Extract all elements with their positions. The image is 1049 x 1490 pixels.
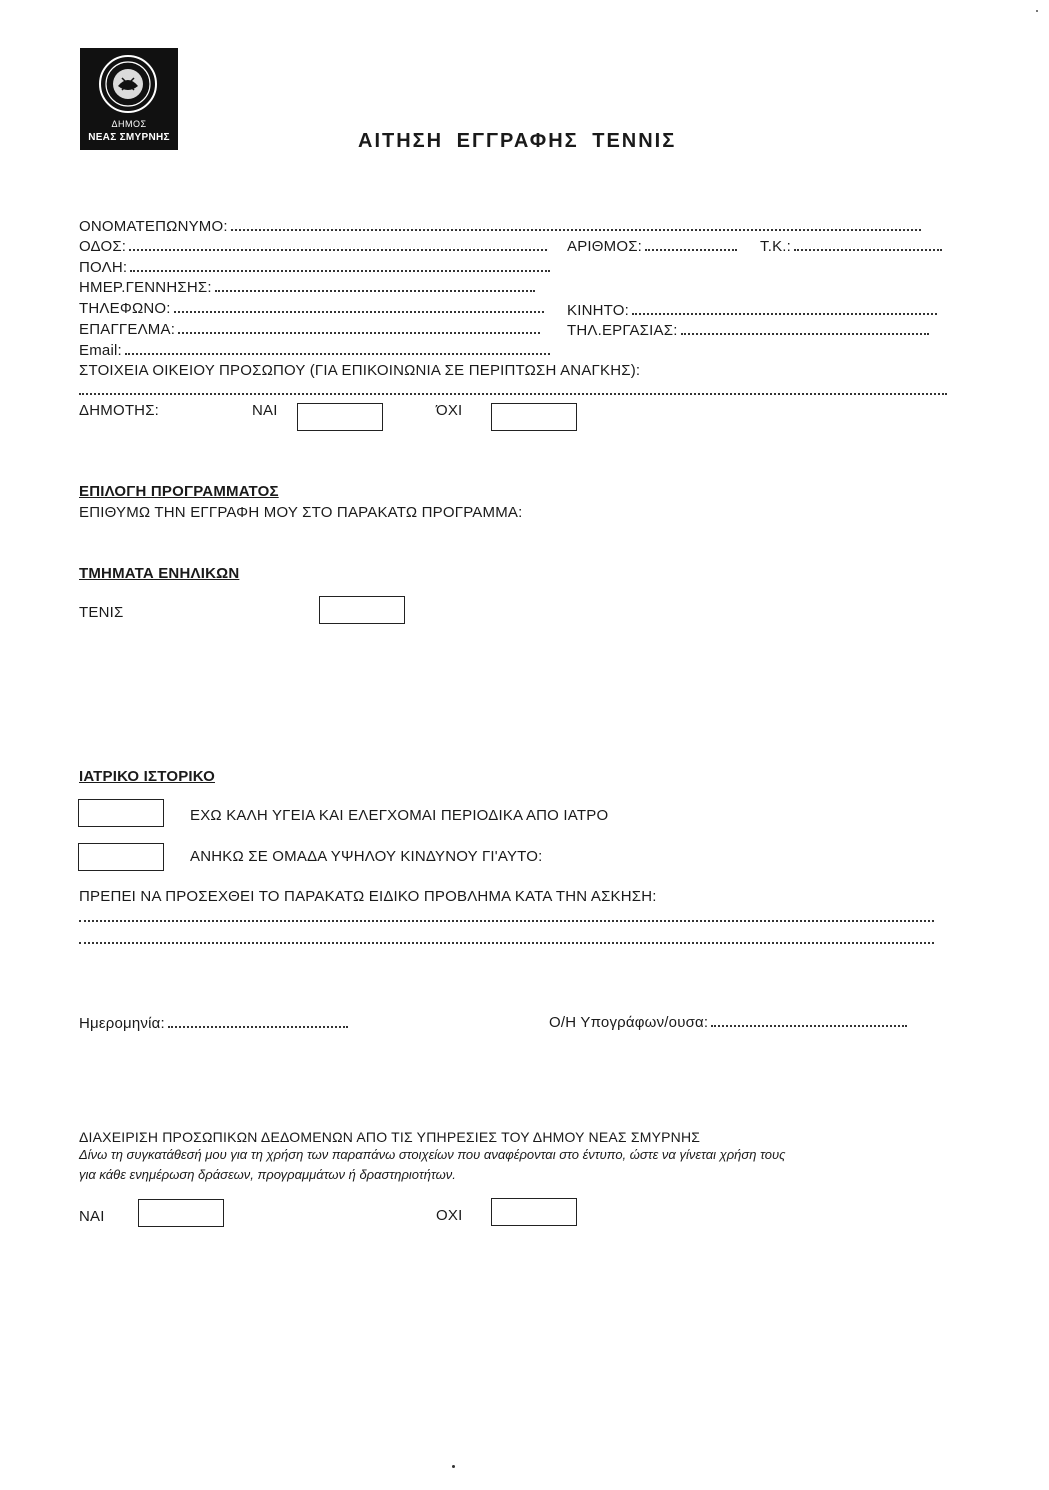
phone-field[interactable]	[174, 299, 544, 313]
gdpr-text-line2: για κάθε ενημέρωση δράσεων, προγραμμάτων ή δραστηριοτήτων.	[79, 1167, 456, 1182]
scan-speck	[1036, 10, 1038, 12]
special-problem-label: ΠΡΕΠΕΙ ΝΑ ΠΡΟΣΕΧΘΕΙ ΤΟ ΠΑΡΑΚΑΤΩ ΕΙΔΙΚΟ ΠΡΟΒΛΗΜΑ ΚΑΤΑ ΤΗΝ ΑΣΚΗΣΗ:	[79, 888, 657, 905]
special-problem-field-1[interactable]	[79, 908, 934, 922]
scan-speck	[452, 1465, 455, 1468]
date-row[interactable]	[79, 1014, 348, 1032]
birthdate-label: ΗΜΕΡ.ΓΕΝΝΗΣΗΣ:	[79, 279, 212, 296]
gdpr-yes-label: ΝΑΙ	[79, 1208, 105, 1225]
fullname-label: ΟΝΟΜΑΤΕΠΩΝΥΜΟ:	[79, 218, 228, 235]
gdpr-text-line1: Δίνω τη συγκατάθεσή μου για τη χρήση των παραπάνω στοιχείων που αναφέρονται στο έντυπο, ώστε να γίνεται χρήση τους	[79, 1147, 786, 1162]
postcode-field[interactable]	[794, 237, 942, 251]
profession-label: ΕΠΑΓΓΕΛΜΑ:	[79, 321, 176, 338]
email-label: Email:	[79, 342, 122, 359]
phone-label: ΤΗΛΕΦΩΝΟ:	[79, 300, 171, 317]
medical-heading: ΙΑΤΡΙΚΟ ΙΣΤΟΡΙΚΟ	[79, 768, 215, 785]
municipality-logo	[80, 48, 178, 150]
city-label: ΠΟΛΗ:	[79, 259, 128, 276]
gdpr-yes-checkbox[interactable]	[138, 1199, 224, 1227]
municipal-seal-icon	[98, 54, 158, 114]
tennis-label: ΤΕΝΙΣ	[79, 604, 124, 621]
resident-yes-checkbox[interactable]	[297, 403, 383, 431]
resident-no-label: ΌΧΙ	[436, 402, 463, 419]
signer-label: Ο/Η Υπογράφων/ουσα:	[549, 1014, 709, 1031]
high-risk-checkbox[interactable]	[78, 843, 164, 871]
resident-label: ΔΗΜΟΤΗΣ:	[79, 402, 160, 419]
work-phone-label: ΤΗΛ.ΕΡΓΑΣΙΑΣ:	[567, 322, 678, 339]
street-row[interactable]	[79, 237, 547, 255]
special-problem-field-2[interactable]	[79, 930, 934, 944]
resident-yes-label: ΝΑΙ	[252, 402, 278, 419]
resident-no-checkbox[interactable]	[491, 403, 577, 431]
relative-field[interactable]	[79, 381, 947, 395]
street-label: ΟΔΟΣ:	[79, 238, 127, 255]
relative-label: ΣΤΟΙΧΕΙΑ ΟΙΚΕΙΟΥ ΠΡΟΣΩΠΟΥ (ΓΙΑ ΕΠΙΚΟΙΝΩΝΙΑ ΣΕ ΠΕΡΙΠΤΩΣΗ ΑΝΑΓΚΗΣ):	[79, 362, 641, 379]
gdpr-no-label: ΟΧΙ	[436, 1207, 463, 1224]
date-field[interactable]	[168, 1014, 348, 1028]
profession-field[interactable]	[178, 320, 540, 334]
program-intro: ΕΠΙΘΥΜΩ ΤΗΝ ΕΓΓΡΑΦΗ ΜΟΥ ΣΤΟ ΠΑΡΑΚΑΤΩ ΠΡΟΓΡΑΜΜΑ:	[79, 504, 523, 521]
number-row[interactable]	[567, 237, 737, 255]
phone-row[interactable]	[79, 299, 544, 317]
birthdate-row[interactable]	[79, 278, 535, 296]
postcode-row[interactable]	[760, 237, 942, 255]
gdpr-heading: ΔΙΑΧΕΙΡΙΣΗ ΠΡΟΣΩΠΙΚΩΝ ΔΕΔΟΜΕΝΩΝ ΑΠΟ ΤΙΣ ΥΠΗΡΕΣΙΕΣ ΤΟΥ ΔΗΜΟΥ ΝΕΑΣ ΣΜΥΡΝΗΣ	[79, 1129, 701, 1145]
profession-row[interactable]	[79, 320, 540, 338]
fullname-row[interactable]	[79, 217, 921, 235]
postcode-label: Τ.Κ.:	[760, 238, 792, 255]
city-row[interactable]	[79, 258, 550, 276]
birthdate-field[interactable]	[215, 278, 535, 292]
good-health-checkbox[interactable]	[78, 799, 164, 827]
mobile-label: ΚΙΝΗΤΟ:	[567, 302, 629, 319]
page-title: ΑΙΤΗΣΗ ΕΓΓΡΑΦΗΣ ΤΕΝΝΙΣ	[358, 130, 677, 152]
mobile-row[interactable]	[567, 301, 937, 319]
fullname-field[interactable]	[231, 217, 921, 231]
number-label: ΑΡΙΘΜΟΣ:	[567, 238, 643, 255]
good-health-label: ΕΧΩ ΚΑΛΗ ΥΓΕΙΑ ΚΑΙ ΕΛΕΓΧΟΜΑΙ ΠΕΡΙΟΔΙΚΑ ΑΠΟ ΙΑΤΡΟ	[190, 807, 609, 824]
date-label: Ημερομηνία:	[79, 1015, 165, 1032]
signer-row[interactable]	[549, 1013, 907, 1031]
work-phone-row[interactable]	[567, 321, 929, 339]
signer-field[interactable]	[711, 1013, 907, 1027]
tennis-checkbox[interactable]	[319, 596, 405, 624]
logo-line1: ΔΗΜΟΣ	[111, 119, 147, 129]
street-field[interactable]	[129, 237, 547, 251]
program-heading: ΕΠΙΛΟΓΗ ΠΡΟΓΡΑΜΜΑΤΟΣ	[79, 483, 279, 500]
logo-line2: ΝΕΑΣ ΣΜΥΡΝΗΣ	[88, 132, 170, 143]
work-phone-field[interactable]	[681, 321, 929, 335]
number-field[interactable]	[645, 237, 737, 251]
high-risk-label: ΑΝΗΚΩ ΣΕ ΟΜΑΔΑ ΥΨΗΛΟΥ ΚΙΝΔΥΝΟΥ ΓΙ'ΑΥΤΟ:	[190, 848, 543, 865]
adults-heading: ΤΜΗΜΑΤΑ ΕΝΗΛΙΚΩΝ	[79, 565, 240, 582]
mobile-field[interactable]	[632, 301, 937, 315]
email-field[interactable]	[125, 341, 550, 355]
email-row[interactable]	[79, 341, 550, 359]
gdpr-no-checkbox[interactable]	[491, 1198, 577, 1226]
city-field[interactable]	[130, 258, 550, 272]
